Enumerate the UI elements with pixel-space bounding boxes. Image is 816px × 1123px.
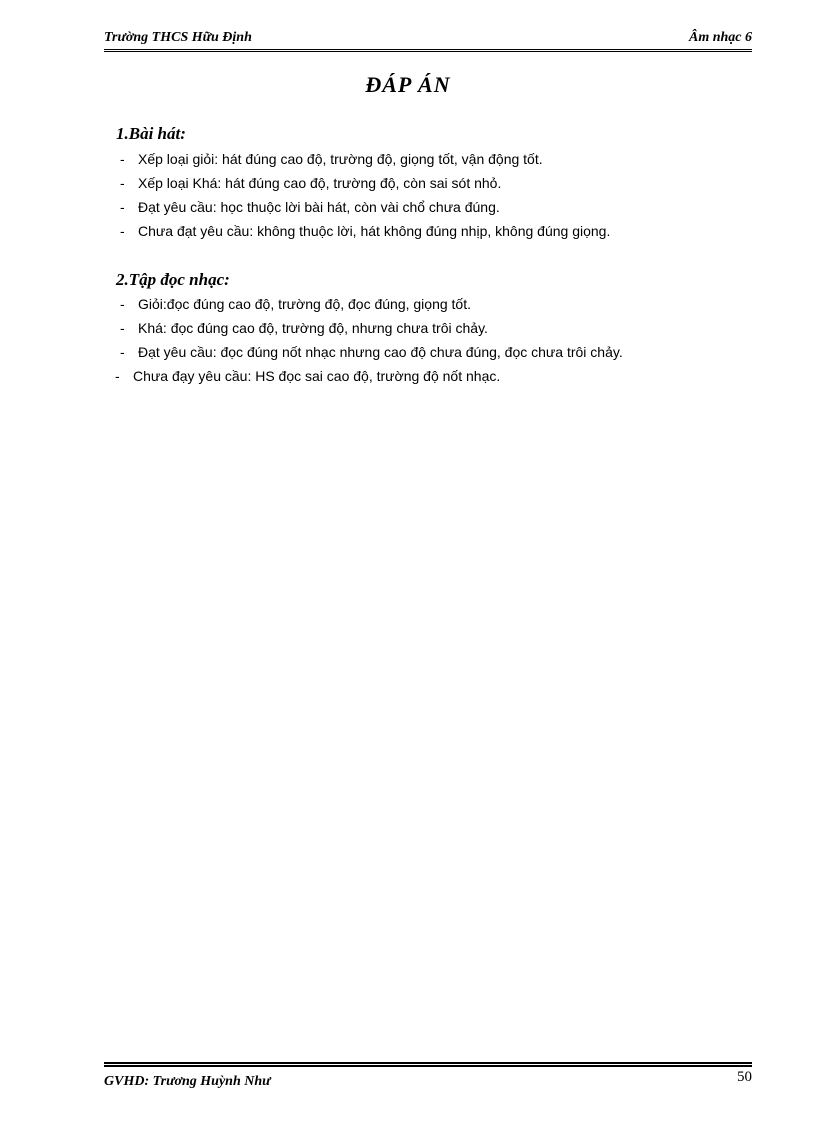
header-rule bbox=[104, 49, 752, 52]
bullet-dash: - bbox=[120, 175, 125, 191]
list-item bbox=[120, 318, 623, 342]
list-item-text: Khá: đọc đúng cao độ, trường độ, nhưng chưa trôi chảy. bbox=[138, 320, 488, 336]
page-header bbox=[104, 28, 752, 50]
list-item-text: Xếp loại Khá: hát đúng cao độ, trường độ, còn sai sót nhỏ. bbox=[138, 175, 502, 191]
bullet-dash: - bbox=[120, 151, 125, 167]
footer-teacher: GVHD: Trương Huỳnh Như bbox=[104, 1074, 271, 1089]
list-item bbox=[120, 149, 610, 173]
bullet-dash: - bbox=[120, 296, 125, 312]
list-item bbox=[120, 342, 623, 366]
page-title: ĐÁP ÁN bbox=[365, 72, 451, 97]
section-list-bai-hat bbox=[120, 149, 610, 245]
list-item bbox=[120, 294, 623, 318]
bullet-dash: - bbox=[115, 368, 120, 384]
bullet-dash: - bbox=[120, 199, 125, 215]
bullet-dash: - bbox=[120, 223, 125, 239]
header-subject: Âm nhạc 6 bbox=[688, 30, 752, 45]
list-item bbox=[115, 366, 623, 390]
list-item bbox=[120, 173, 610, 197]
footer-rule bbox=[104, 1062, 752, 1067]
list-item bbox=[120, 197, 610, 221]
section-heading-bai-hat: 1.Bài hát: bbox=[116, 124, 186, 143]
list-item-text: Xếp loại giỏi: hát đúng cao độ, trường độ, giọng tốt, vận động tốt. bbox=[138, 151, 543, 167]
list-item-text: Chưa đạy yêu cầu: HS đọc sai cao độ, trường độ nốt nhạc. bbox=[133, 368, 501, 384]
list-item-text: Chưa đạt yêu cầu: không thuộc lời, hát không đúng nhịp, không đúng giọng. bbox=[138, 223, 611, 239]
list-item-text: Giỏi:đọc đúng cao độ, trường độ, đọc đúng, giọng tốt. bbox=[138, 296, 471, 312]
page-number: 50 bbox=[737, 1069, 752, 1085]
section-heading-tap-doc-nhac: 2.Tập đọc nhạc: bbox=[116, 270, 230, 289]
list-item-text: Đạt yêu cầu: đọc đúng nốt nhạc nhưng cao độ chưa đúng, đọc chưa trôi chảy. bbox=[138, 344, 623, 360]
header-school: Trường THCS Hữu Định bbox=[104, 30, 252, 45]
bullet-dash: - bbox=[120, 344, 125, 360]
section-list-tap-doc-nhac bbox=[115, 294, 623, 390]
list-item-text: Đạt yêu cầu: học thuộc lời bài hát, còn vài chổ chưa đúng. bbox=[138, 199, 500, 215]
bullet-dash: - bbox=[120, 320, 125, 336]
list-item bbox=[120, 221, 610, 245]
